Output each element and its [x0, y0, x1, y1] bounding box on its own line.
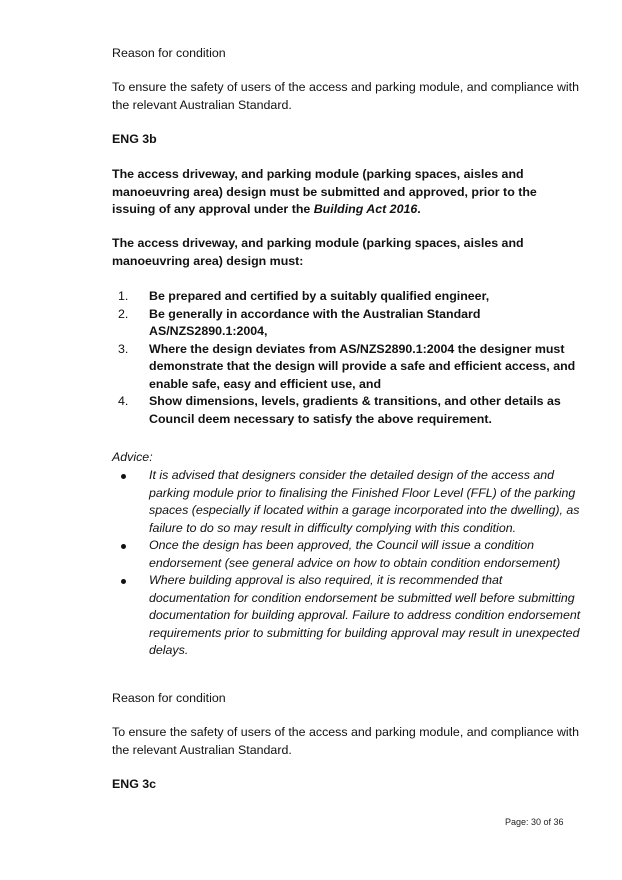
bullet-icon — [121, 474, 126, 479]
advice-item-text: It is advised that designers consider the detailed design of the access and parking module prior to finalising the Finished Floor Level (FFL) of the parking spaces (especially if located within a garage incorporated into the dwelling), as failure to do so may result in difficulty complying with this condition. — [149, 468, 580, 535]
list-item — [112, 393, 582, 428]
bullet-icon — [121, 579, 126, 584]
list-item-number: 1. — [118, 289, 129, 303]
eng-3c-heading: ENG 3c — [112, 777, 157, 791]
bullet-icon — [121, 544, 126, 549]
advice-item-text: Where building approval is also required, it is recommended that documentation for condition endorsement be submitted well before submitting documentation for building approval. Failure to address condition endorsement requirements prior to submitting for building approval may result in unexpected delays. — [149, 573, 581, 657]
list-item — [112, 537, 582, 572]
list-item-number: 4. — [118, 394, 129, 408]
list-item-number: 3. — [118, 341, 129, 356]
list-item-text: Be prepared and certified by a suitably qualified engineer, — [149, 289, 490, 303]
list-item-text: Show dimensions, levels, gradients & transitions, and other details as Council deem necessary to satisfy the above requirement. — [149, 394, 561, 426]
list-item — [112, 572, 582, 660]
eng-3b-paragraph-1-end: . — [417, 202, 421, 216]
reason-heading-1: Reason for condition — [112, 46, 226, 60]
design-requirements-list — [112, 288, 582, 428]
advice-label: Advice: — [112, 450, 153, 464]
eng-3b-paragraph-2: The access driveway, and parking module (parking spaces, aisles and manoeuvring area) design must: — [112, 236, 524, 268]
list-item — [112, 288, 582, 306]
list-item — [112, 341, 582, 394]
reason-text-1: To ensure the safety of users of the access and parking module, and compliance with the relevant Australian Standard. — [112, 80, 579, 112]
eng-3b-heading: ENG 3b — [112, 132, 157, 146]
advice-list — [112, 467, 582, 660]
eng-3b-paragraph-1-text: The access driveway, and parking module (parking spaces, aisles and manoeuvring area) design must be submitted and approved, prior to the issuing of any approval under the — [112, 167, 537, 216]
reason-text-2: To ensure the safety of users of the access and parking module, and compliance with the relevant Australian Standard. — [112, 725, 579, 757]
eng-3b-paragraph-1 — [112, 166, 582, 219]
advice-item-text: Once the design has been approved, the Council will issue a condition endorsement (see general advice on how to obtain condition endorsement) — [149, 538, 561, 570]
reason-heading-2: Reason for condition — [112, 691, 226, 705]
list-item-text: Be generally in accordance with the Australian Standard AS/NZS2890.1:2004, — [149, 306, 481, 338]
list-item — [112, 467, 582, 537]
list-item-text: Where the design deviates from AS/NZS2890.1:2004 the designer must demonstrate that the design will provide a safe and efficient access, and enable safe, easy and efficient use, and — [149, 341, 576, 391]
building-act-reference: Building Act 2016 — [313, 202, 418, 216]
page-number: Page: 30 of 36 — [505, 817, 564, 827]
list-item — [112, 306, 582, 341]
list-item-number: 2. — [118, 306, 129, 321]
